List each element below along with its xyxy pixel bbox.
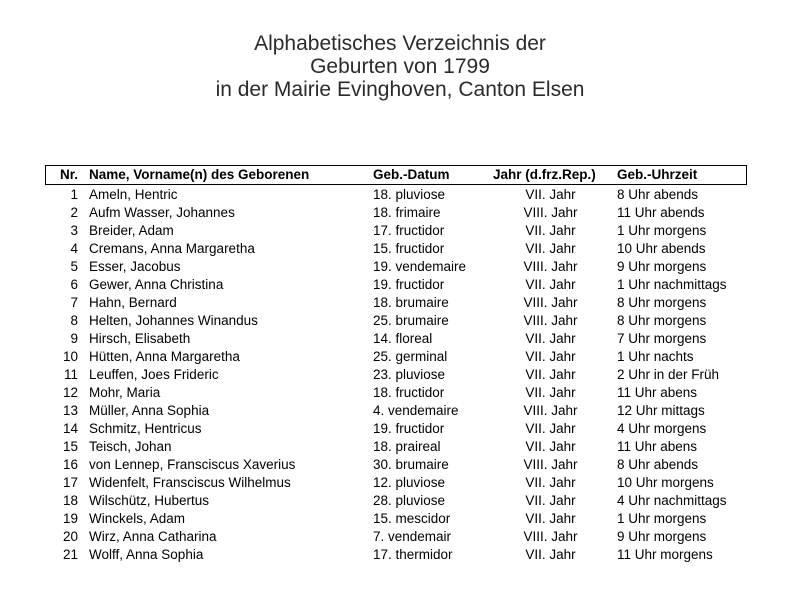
cell-time: 8 Uhr abends — [617, 187, 699, 202]
cell-time: 11 Uhr abens — [617, 385, 698, 400]
cell-time: 1 Uhr nachmittags — [617, 277, 727, 292]
document-title — [0, 32, 800, 101]
cell-name: Leuffen, Joes Frideric — [89, 367, 219, 382]
cell-nr: 13 — [62, 403, 78, 418]
cell-name: Ameln, Hentric — [89, 187, 178, 202]
cell-time: 7 Uhr morgens — [617, 331, 707, 346]
table-row — [0, 276, 800, 294]
table-row — [0, 348, 800, 366]
cell-name: Hütten, Anna Margaretha — [89, 349, 240, 364]
cell-name: Cremans, Anna Margaretha — [89, 241, 255, 256]
cell-year: VIII. Jahr — [523, 403, 578, 418]
cell-date: 19. fructidor — [373, 277, 445, 292]
cell-date: 12. pluviose — [373, 475, 446, 490]
cell-name: Wolff, Anna Sophia — [89, 547, 204, 562]
cell-name: Gewer, Anna Christina — [89, 277, 224, 292]
cell-name: Schmitz, Hentricus — [89, 421, 202, 436]
cell-date: 18. pluviose — [373, 187, 446, 202]
cell-time: 10 Uhr abends — [617, 241, 706, 256]
cell-date: 17. fructidor — [373, 223, 445, 238]
cell-time: 10 Uhr morgens — [617, 475, 714, 490]
cell-year: VII. Jahr — [525, 493, 576, 508]
cell-date: 18. brumaire — [373, 295, 449, 310]
header-date: Geb.-Datum — [373, 167, 450, 182]
cell-date: 15. fructidor — [373, 241, 445, 256]
header-nr: Nr. — [59, 167, 78, 182]
cell-year: VII. Jahr — [525, 241, 576, 256]
cell-time: 11 Uhr abends — [617, 205, 705, 220]
cell-nr: 16 — [62, 457, 78, 472]
cell-year: VII. Jahr — [525, 367, 576, 382]
cell-date: 15. mescidor — [373, 511, 451, 526]
cell-year: VII. Jahr — [525, 475, 576, 490]
cell-year: VII. Jahr — [525, 547, 576, 562]
cell-date: 17. thermidor — [373, 547, 453, 562]
cell-nr: 6 — [70, 277, 78, 292]
table-row — [0, 366, 800, 384]
cell-year: VIII. Jahr — [523, 295, 578, 310]
cell-date: 18. fructidor — [373, 385, 445, 400]
cell-time: 1 Uhr morgens — [617, 511, 707, 526]
cell-date: 14. floreal — [373, 331, 433, 346]
cell-date: 19. vendemaire — [373, 259, 467, 274]
cell-name: Helten, Johannes Winandus — [89, 313, 258, 328]
cell-name: Esser, Jacobus — [89, 259, 181, 274]
cell-date: 25. brumaire — [373, 313, 449, 328]
cell-time: 9 Uhr morgens — [617, 529, 707, 544]
cell-year: VIII. Jahr — [523, 313, 578, 328]
table-row — [0, 312, 800, 330]
table-row — [0, 420, 800, 438]
cell-nr: 20 — [62, 529, 78, 544]
cell-year: VIII. Jahr — [523, 529, 578, 544]
cell-time: 9 Uhr morgens — [617, 259, 707, 274]
table-row — [0, 222, 800, 240]
cell-date: 19. fructidor — [373, 421, 445, 436]
cell-name: Widenfelt, Fransciscus Wilhelmus — [89, 475, 291, 490]
cell-time: 1 Uhr nachts — [617, 349, 694, 364]
cell-year: VIII. Jahr — [523, 457, 578, 472]
cell-name: Breider, Adam — [89, 223, 174, 238]
title-line-1: Alphabetisches Verzeichnis der — [254, 32, 546, 55]
cell-time: 11 Uhr abens — [617, 439, 698, 454]
table-row — [0, 510, 800, 528]
header-time: Geb.-Uhrzeit — [617, 167, 698, 182]
cell-name: Teisch, Johan — [89, 439, 172, 454]
table-row — [0, 240, 800, 258]
cell-nr: 14 — [62, 421, 78, 436]
cell-name: Wirz, Anna Catharina — [89, 529, 217, 544]
cell-name: Mohr, Maria — [89, 385, 161, 400]
cell-year: VII. Jahr — [525, 385, 576, 400]
cell-date: 30. brumaire — [373, 457, 449, 472]
cell-nr: 2 — [70, 205, 78, 220]
cell-nr: 17 — [62, 475, 78, 490]
cell-nr: 12 — [62, 385, 78, 400]
cell-nr: 9 — [70, 331, 78, 346]
cell-year: VIII. Jahr — [523, 205, 578, 220]
table-row — [0, 204, 800, 222]
title-line-2: Geburten von 1799 — [310, 55, 490, 78]
cell-date: 7. vendemair — [373, 529, 452, 544]
header-year: Jahr (d.frz.Rep.) — [493, 167, 596, 182]
cell-name: von Lennep, Fransciscus Xaverius — [89, 457, 296, 472]
cell-time: 11 Uhr morgens — [617, 547, 713, 562]
cell-name: Hahn, Bernard — [89, 295, 177, 310]
cell-date: 25. germinal — [373, 349, 448, 364]
title-line-3: in der Mairie Evinghoven, Canton Elsen — [215, 78, 585, 101]
cell-time: 2 Uhr in der Früh — [617, 367, 720, 382]
cell-year: VII. Jahr — [525, 421, 576, 436]
cell-nr: 8 — [70, 313, 78, 328]
cell-year: VII. Jahr — [525, 277, 576, 292]
cell-year: VII. Jahr — [525, 223, 576, 238]
table-row — [0, 456, 800, 474]
cell-year: VII. Jahr — [525, 331, 576, 346]
cell-name: Müller, Anna Sophia — [89, 403, 210, 418]
cell-nr: 10 — [62, 349, 78, 364]
cell-nr: 18 — [62, 493, 78, 508]
cell-time: 1 Uhr morgens — [617, 223, 707, 238]
table-row — [0, 402, 800, 420]
cell-date: 18. frimaire — [373, 205, 441, 220]
table-row — [0, 258, 800, 276]
table-row — [0, 546, 800, 564]
cell-time: 8 Uhr morgens — [617, 313, 707, 328]
cell-year: VII. Jahr — [525, 511, 576, 526]
header-name: Name, Vorname(n) des Geborenen — [89, 167, 310, 182]
cell-time: 4 Uhr nachmittags — [617, 493, 727, 508]
table-row — [0, 528, 800, 546]
cell-nr: 15 — [62, 439, 78, 454]
table-row — [0, 438, 800, 456]
cell-nr: 21 — [62, 547, 78, 562]
table-row — [0, 492, 800, 510]
cell-nr: 3 — [70, 223, 78, 238]
cell-nr: 19 — [62, 511, 78, 526]
table-row — [0, 186, 800, 204]
cell-date: 4. vendemaire — [373, 403, 459, 418]
cell-time: 8 Uhr abends — [617, 457, 699, 472]
table-header-row — [0, 166, 800, 184]
table-row — [0, 384, 800, 402]
cell-year: VII. Jahr — [525, 187, 576, 202]
cell-year: VIII. Jahr — [523, 259, 578, 274]
cell-nr: 11 — [63, 367, 78, 382]
cell-name: Wilschütz, Hubertus — [89, 493, 210, 508]
cell-date: 18. praireal — [373, 439, 441, 454]
cell-time: 8 Uhr morgens — [617, 295, 707, 310]
table-row — [0, 330, 800, 348]
cell-time: 4 Uhr morgens — [617, 421, 707, 436]
cell-nr: 5 — [70, 259, 78, 274]
cell-nr: 7 — [70, 295, 78, 310]
cell-nr: 4 — [70, 241, 78, 256]
cell-date: 23. pluviose — [373, 367, 446, 382]
cell-year: VII. Jahr — [525, 439, 576, 454]
cell-year: VII. Jahr — [525, 349, 576, 364]
cell-name: Aufm Wasser, Johannes — [89, 205, 235, 220]
cell-time: 12 Uhr mittags — [617, 403, 705, 418]
table-row — [0, 474, 800, 492]
cell-nr: 1 — [70, 187, 78, 202]
table-row — [0, 294, 800, 312]
cell-name: Hirsch, Elisabeth — [89, 331, 191, 346]
cell-name: Winckels, Adam — [89, 511, 186, 526]
cell-date: 28. pluviose — [373, 493, 446, 508]
